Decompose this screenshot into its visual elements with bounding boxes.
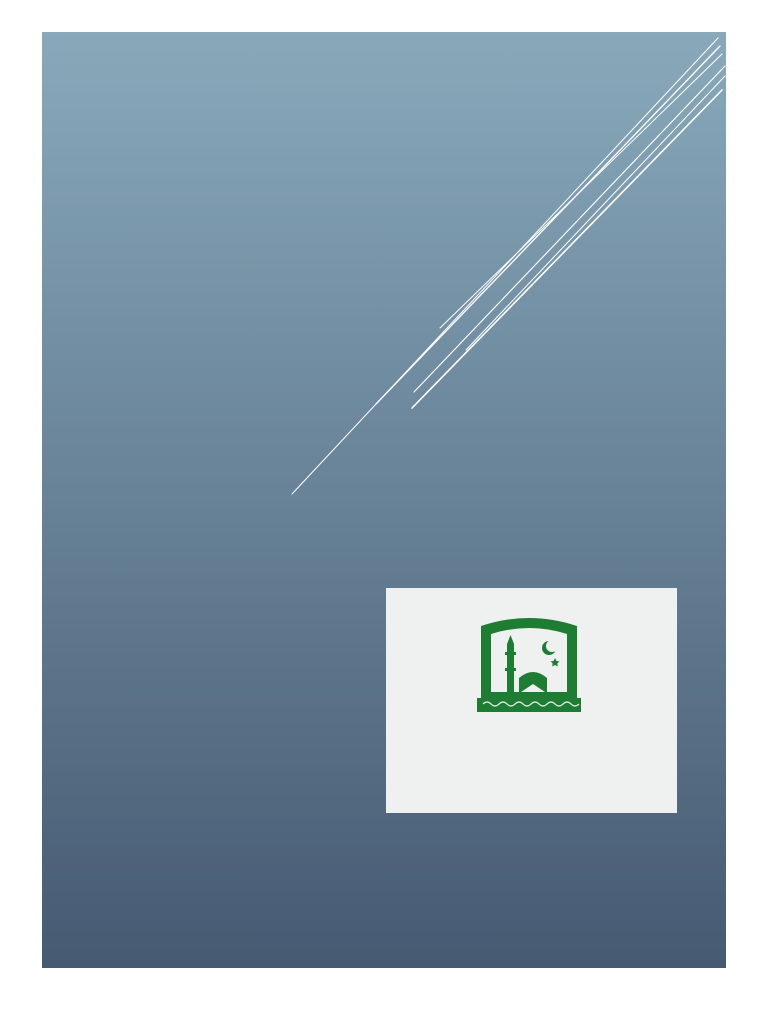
cover-panel [42, 32, 726, 968]
decorative-lines [42, 32, 726, 968]
university-logo-card [386, 588, 677, 813]
university-emblem-icon [477, 618, 581, 714]
